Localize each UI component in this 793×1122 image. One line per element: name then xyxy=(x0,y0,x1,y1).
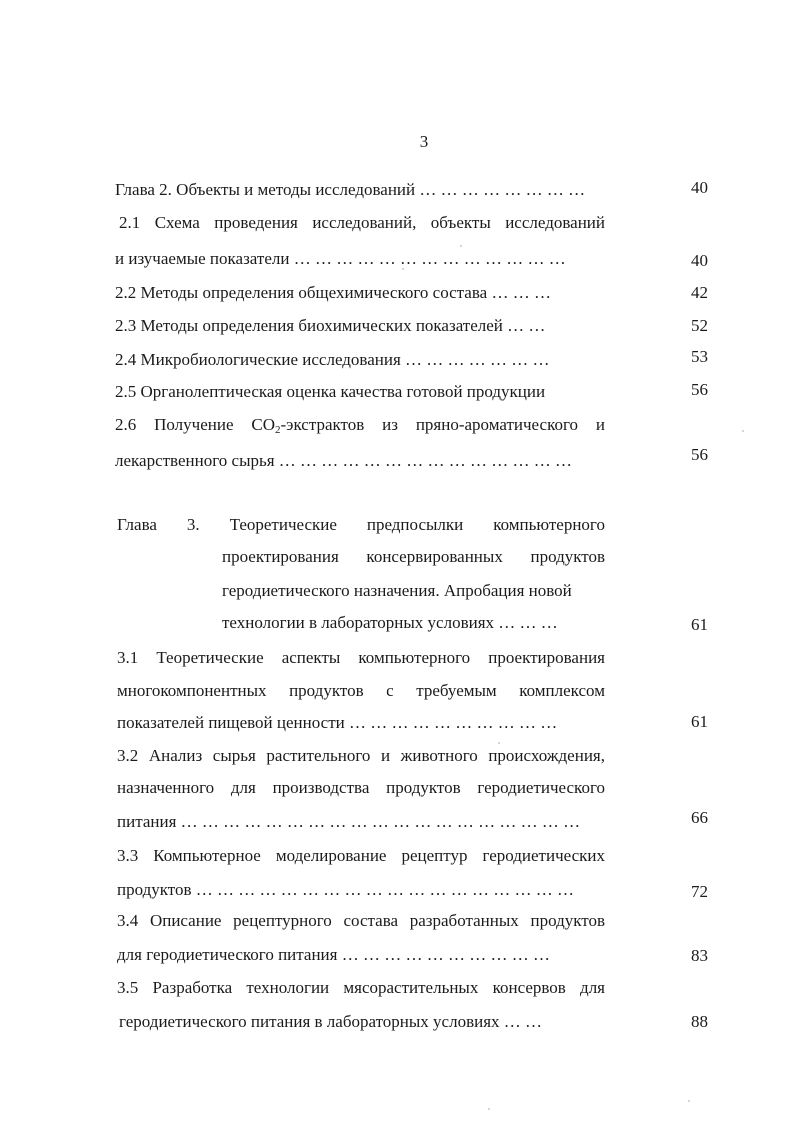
scan-speck xyxy=(498,742,500,744)
toc-entry-3-2-line1: 3.2 Анализ сырья растительного и животного происхождения, xyxy=(117,746,605,765)
toc-entry-2-1-line2: и изучаемые показатели … … … … … … … … … … … … … xyxy=(115,249,566,268)
toc-entry-ch3-line3: геродиетического назначения. Апробация новой xyxy=(222,581,572,600)
toc-entry-ch3-line2: проектирования консервированных продуктов xyxy=(222,547,605,566)
toc-entry-3-3-line1: 3.3 Компьютерное моделирование рецептур геродиетических xyxy=(117,846,605,865)
toc-page-2-5: 56 xyxy=(691,380,708,399)
toc-entry-2-1-line1: 2.1 Схема проведения исследований, объекты исследований xyxy=(119,213,605,232)
toc-entry-2-6-line2: лекарственного сырья … … … … … … … … … … … … … … xyxy=(115,451,573,470)
toc-entry-2-3: 2.3 Методы определения биохимических показателей … … xyxy=(115,316,546,335)
toc-entry-ch3-line4: технологии в лабораторных условиях … … … xyxy=(222,613,558,632)
toc-page-3-2: 66 xyxy=(691,808,708,827)
toc-page-2-1: 40 xyxy=(691,251,708,270)
co2-subscript: 2 xyxy=(274,424,281,436)
toc-entry-3-1-line1: 3.1 Теоретические аспекты компьютерного проектирования xyxy=(117,648,605,667)
page-number: 3 xyxy=(419,132,429,151)
toc-entry-2-2: 2.2 Методы определения общехимического состава … … … xyxy=(115,283,551,302)
scan-speck xyxy=(402,268,404,270)
scan-speck xyxy=(460,245,462,247)
toc-entry-ch3-line1: Глава 3. Теоретические предпосылки компьютерного xyxy=(117,515,605,534)
toc-page-2-3: 52 xyxy=(691,316,708,335)
scan-speck xyxy=(742,430,744,432)
toc-entry-3-1-line2: многокомпонентных продуктов с требуемым комплексом xyxy=(117,681,605,700)
toc-page-ch3: 61 xyxy=(691,615,708,634)
toc-entry-ch2-title: Глава 2. Объекты и методы исследований … … … … … … … … xyxy=(115,180,586,199)
toc-page-ch2: 40 xyxy=(691,178,708,197)
toc-entry-2-6-prefix: 2.6 Получение CO xyxy=(115,415,275,434)
toc-entry-3-4-line2: для геродиетического питания … … … … … … … … … … xyxy=(117,945,550,964)
toc-page-3-3: 72 xyxy=(691,882,708,901)
toc-page-3-5: 88 xyxy=(691,1012,708,1031)
scan-speck xyxy=(488,1108,490,1110)
toc-entry-2-6-line1 xyxy=(115,414,605,436)
toc-page-2-4: 53 xyxy=(691,347,708,366)
toc-entry-3-3-line2: продуктов … … … … … … … … … … … … … … … … … … xyxy=(117,880,575,899)
scan-speck xyxy=(688,1100,690,1102)
toc-entry-3-5-line1: 3.5 Разработка технологии мясорастительных консервов для xyxy=(117,978,605,997)
toc-entry-3-1-line3: показателей пищевой ценности … … … … … … … … … … xyxy=(117,713,558,732)
toc-entry-2-4: 2.4 Микробиологические исследования … … … … … … … xyxy=(115,350,550,369)
toc-entry-2-6-suffix: -экстрактов из пряно-ароматического и xyxy=(280,415,605,434)
toc-page-2-2: 42 xyxy=(691,283,708,302)
toc-entry-3-5-line2: геродиетического питания в лабораторных условиях … … xyxy=(119,1012,543,1031)
toc-page-2-6: 56 xyxy=(691,445,708,464)
toc-entry-3-4-line1: 3.4 Описание рецептурного состава разработанных продуктов xyxy=(117,911,605,930)
toc-entry-3-2-line3: питания … … … … … … … … … … … … … … … … … … … xyxy=(117,812,581,831)
toc-entry-2-5: 2.5 Органолептическая оценка качества готовой продукции xyxy=(115,382,546,401)
toc-page-3-1: 61 xyxy=(691,712,708,731)
toc-entry-3-2-line2: назначенного для производства продуктов геродиетического xyxy=(117,778,605,797)
toc-page-3-4: 83 xyxy=(691,946,708,965)
